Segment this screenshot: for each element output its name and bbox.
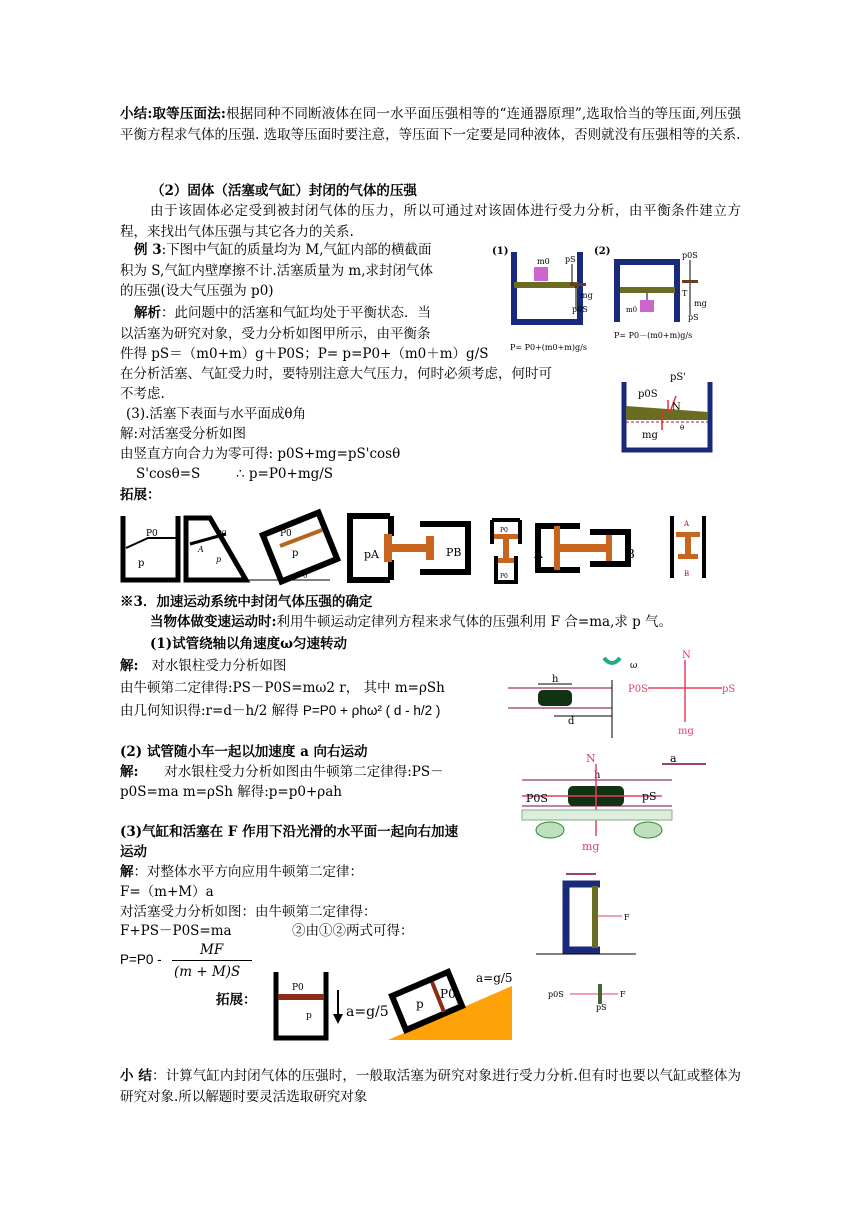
fig-rot-n: N bbox=[682, 650, 691, 661]
section3-heading: ※3．加速运动系统中封闭气体压强的确定 bbox=[120, 594, 373, 610]
case1-line3-a: 由几何知识得:r=d－h/2 解得 bbox=[120, 703, 303, 719]
fig-car-h: h bbox=[594, 770, 601, 781]
fig1-t: T bbox=[682, 289, 688, 298]
ext-p0-1: P0 bbox=[146, 529, 158, 539]
analysis-line1 bbox=[134, 303, 431, 323]
fbd-ps: pS bbox=[596, 1003, 607, 1012]
fig1-eq1: P= P0+(m0+m)g/s bbox=[510, 343, 587, 352]
case1-line3-b: P=P0 + ρhω² ( d - h/2 ) bbox=[302, 703, 441, 718]
section3-lead bbox=[150, 612, 672, 632]
fig3-mg: mg bbox=[642, 430, 658, 441]
section3-lead-text: 利用牛顿运动定律列方程来求气体的压强利用 F 合=ma,求 p 气。 bbox=[276, 614, 673, 630]
ext-a-7: A bbox=[684, 520, 690, 528]
piston-2 bbox=[620, 287, 675, 293]
car-body bbox=[522, 810, 672, 820]
ext2-p-2: p bbox=[416, 997, 424, 1011]
case3-eq-left: P=P0 - bbox=[120, 952, 162, 967]
case1-line1 bbox=[120, 656, 286, 676]
section2-heading: （2）固体（活塞或气缸）封闭的气体的压强 bbox=[151, 183, 417, 199]
fig1-tag2: (2) bbox=[594, 246, 611, 257]
ext2-piston-1 bbox=[278, 994, 324, 1000]
fig1-mg-2: mg bbox=[694, 299, 707, 308]
case3-solution3b: ∴ p=P0+mg/S bbox=[236, 466, 334, 482]
force-piston bbox=[592, 886, 598, 948]
case2-line2: p0S=ma m=ρSh 解得:p=p0+ρah bbox=[120, 784, 342, 800]
ext-piston-6a bbox=[554, 526, 560, 570]
ext-p0-5a: P0 bbox=[500, 527, 508, 534]
case3-eq-bar bbox=[172, 960, 252, 961]
ext-zero-3: 0 bbox=[303, 572, 308, 580]
analysis-line3: 件得 pS＝（m0+m）g＋P0S；P= p=P0+（m0＋m）g/S bbox=[120, 346, 489, 362]
case3-line3: 对活塞受力分析如图：由牛顿第二定律得： bbox=[120, 904, 377, 920]
rotation-arrow-icon bbox=[604, 658, 620, 663]
accelerating-car-figure bbox=[522, 750, 722, 854]
case3-label: 解 bbox=[120, 864, 134, 880]
case1-line1-text: 对水银柱受力分析如图 bbox=[151, 658, 287, 674]
case1-line2: 由牛顿第二定律得:PS－P0S=mω2 r， 其中 m=ρSh bbox=[120, 680, 445, 696]
ext-piston-4a bbox=[384, 534, 392, 562]
ext-cyl-1 bbox=[123, 516, 178, 580]
ext-p0-5b: P0 bbox=[500, 573, 508, 580]
case2-label: 解: bbox=[120, 764, 139, 780]
force-cylinder-figure bbox=[536, 870, 636, 960]
summary-label-1: 小结:取等压面法: bbox=[120, 106, 226, 122]
ext-piston-7b bbox=[678, 554, 698, 559]
example3-figure-1-2 bbox=[492, 240, 722, 350]
fbd-p0s: p0S bbox=[548, 990, 564, 999]
rotating-tube-figure bbox=[508, 650, 748, 740]
fig1-m0: m0 bbox=[537, 257, 550, 266]
case3-solution3: S'cosθ=S bbox=[136, 466, 201, 482]
example3-line1 bbox=[134, 240, 432, 260]
mercury-column bbox=[538, 690, 572, 706]
fig-rot-omega: ω bbox=[630, 661, 638, 671]
case3-line4b: ②由①②两式可得： bbox=[292, 923, 414, 939]
ext-cyl-3 bbox=[263, 513, 337, 582]
ext-b-7: B bbox=[684, 570, 690, 578]
ext2-p-1: p bbox=[306, 1011, 312, 1021]
example3-line2: 积为 S,气缸内壁摩擦不计.活塞质量为 m,求封闭气体 bbox=[120, 263, 434, 279]
ext-p0-3: P0 bbox=[280, 529, 292, 539]
case3-title: (3).活塞下表面与水平面成θ角 bbox=[126, 406, 307, 422]
fig3-ps-prime: pS' bbox=[670, 372, 687, 383]
mass-block-1 bbox=[534, 267, 548, 281]
case3-line1-text: ：对整体水平方向应用牛顿第二定律： bbox=[133, 864, 363, 880]
ext2-a2: a=g/5 bbox=[476, 971, 513, 985]
ext-cyl-4a-lip-top bbox=[388, 516, 394, 536]
force-piston-fbd bbox=[548, 984, 648, 1014]
mass-block-2 bbox=[640, 300, 654, 312]
extension-diagrams-row bbox=[120, 512, 720, 584]
case3-eq-num: MF bbox=[200, 942, 224, 958]
extension-label-1: 拓展： bbox=[120, 487, 161, 503]
ext2-p0-2: P0 bbox=[440, 987, 456, 1001]
case3-title-b: 运动 bbox=[120, 844, 147, 860]
case2-title: (2) 试管随小车一起以加速度 a 向右运动 bbox=[120, 744, 368, 760]
fig1-p0s: p0S bbox=[572, 305, 588, 314]
analysis-line1-text: ：此问题中的活塞和气缸均处于平衡状态．当 bbox=[161, 305, 431, 321]
fig1-ps-2: pS bbox=[688, 313, 699, 322]
piston-side-2 bbox=[682, 280, 698, 283]
fig-car-a: a bbox=[670, 752, 677, 765]
case3-line4a: F+PS－P0S=ma bbox=[120, 923, 232, 939]
case3-extension-label: 拓展 bbox=[216, 992, 243, 1008]
analysis-line5: 不考虑. bbox=[120, 386, 165, 402]
fig3-p0s: p0S bbox=[638, 389, 658, 400]
fig1-p0s-2: p0S bbox=[682, 251, 698, 260]
ext-b-6: B bbox=[626, 547, 635, 561]
case2-line1-text: 对水银柱受力分析如图由牛顿第二定律得:PS－ bbox=[164, 764, 444, 780]
car-wheel-left bbox=[536, 822, 564, 838]
case3-line2: F=（m+M）a bbox=[120, 884, 214, 900]
piston-side-1 bbox=[570, 283, 586, 286]
ext-a-2: A bbox=[198, 545, 204, 554]
ext2-a1: a=g/5 bbox=[346, 1004, 389, 1020]
summary-paragraph-2 bbox=[120, 1066, 741, 1108]
ext-rod-5 bbox=[503, 538, 509, 560]
case3-extension: 拓展： bbox=[216, 992, 257, 1008]
case3-line1 bbox=[120, 862, 363, 882]
example3-line1-text: :下图中气缸的质量均为 M,气缸内部的横截面 bbox=[161, 242, 432, 258]
ext-piston-5b bbox=[498, 558, 514, 563]
ext-cyl-2 bbox=[186, 518, 246, 580]
ext-a-6: A bbox=[534, 547, 543, 561]
case3-eq-den: (m + M)S bbox=[174, 964, 241, 980]
fig-rot-h: h bbox=[552, 674, 559, 685]
section2-intro bbox=[120, 201, 741, 243]
case3-solution1: 解:对活塞受分析如图 bbox=[120, 426, 247, 442]
fig-rot-mg: mg bbox=[678, 726, 694, 737]
summary-text-2: ：计算气缸内封闭气体的压强时，一般取活塞为研究对象进行受力分析.但有时也要以气缸或整体为研究对象.所以解题时要灵活选取研究对象 bbox=[120, 1068, 741, 1105]
case3-solution2: 由竖直方向合力为零可得: p0S+mg=pS'cosθ bbox=[120, 446, 401, 462]
ext2-cylinder-1 bbox=[276, 972, 326, 1038]
section3-lead-bold: 当物体做变速运动时: bbox=[150, 614, 277, 630]
analysis-label: 解析 bbox=[134, 305, 161, 321]
ext2-arrowhead-icon bbox=[333, 1014, 343, 1024]
fig3-theta: θ bbox=[680, 424, 685, 432]
ext-rod-4 bbox=[392, 544, 428, 552]
ext-piston-6b bbox=[606, 534, 612, 562]
summary-label-2: 小 结 bbox=[120, 1068, 152, 1084]
section2-intro-text: 由于该固体必定受到被封闭气体的压力，所以可通过对该固体进行受力分析，由平衡条件建立方程，来找出气体压强与其它各力的关系. bbox=[120, 203, 741, 240]
fig1-eq2: P= P0－(m0+m)g/s bbox=[614, 331, 693, 340]
fig1-mg: mg bbox=[580, 291, 593, 300]
ext-pb: PB bbox=[446, 546, 462, 559]
fig1-tag1: (1) bbox=[492, 246, 509, 257]
fig-car-mg: mg bbox=[582, 840, 600, 853]
fig1-m0-2: m0 bbox=[626, 306, 638, 314]
ext2-p0-1: P0 bbox=[292, 983, 304, 993]
piston-1 bbox=[514, 282, 578, 288]
fbd-f: F bbox=[620, 990, 626, 999]
ext-cyl-4a-lip-bottom bbox=[388, 560, 394, 580]
summary-paragraph-1 bbox=[120, 104, 741, 146]
fig-f-label: F bbox=[624, 913, 630, 922]
analysis-line4: 在分析活塞、气缸受力时，要特别注意大气压力，何时必须考虑，何时可 bbox=[120, 366, 552, 382]
ext-p-3: p bbox=[292, 548, 299, 559]
ext-rod-6 bbox=[560, 544, 606, 552]
ext-p-2: p bbox=[216, 555, 222, 564]
fbd-piston bbox=[598, 984, 602, 1004]
case3-title-a: (3)气缸和活塞在 F 作用下沿光滑的水平面一起向右加速 bbox=[120, 824, 459, 840]
ext-liquid-1 bbox=[126, 538, 176, 548]
fig3-n: N bbox=[672, 402, 681, 413]
fig1-ps-top: pS bbox=[565, 255, 576, 264]
fig-rot-ps: pS bbox=[722, 684, 736, 695]
example3-line3: 的压强(设大气压强为 p0) bbox=[120, 283, 274, 299]
fig-rot-p0s: P0S bbox=[628, 684, 648, 695]
car-wheel-right bbox=[634, 822, 662, 838]
ext-p0-2: P0 bbox=[216, 529, 227, 538]
fig-car-ps: pS bbox=[642, 790, 657, 803]
ext-p-1: p bbox=[138, 558, 145, 569]
angled-piston bbox=[626, 406, 708, 420]
fig-car-p0s: P0S bbox=[526, 792, 548, 805]
case1-label: 解: bbox=[120, 658, 139, 674]
ext-piston-4b bbox=[426, 536, 434, 560]
case2-line1 bbox=[120, 762, 444, 782]
ext-pa: pA bbox=[364, 548, 379, 561]
example3-figure-3 bbox=[618, 368, 718, 458]
ext-rod-7 bbox=[685, 536, 691, 554]
case1-title: (1)试管绕轴以角速度ω匀速转动 bbox=[150, 636, 348, 652]
fig-rot-d: d bbox=[568, 716, 575, 727]
fig-car-n: N bbox=[586, 752, 596, 765]
case1-line3 bbox=[120, 701, 440, 721]
summary-text-1: 根据同种不同断液体在同一水平面压强相等的“连通器原理”,选取恰当的等压面,列压强平衡方程求气体的压强. 选取等压面时要注意，等压面下一定要是同种液体，否则就没有压强相等的关系. bbox=[120, 106, 741, 143]
analysis-line2: 以活塞为研究对象，受力分析如图甲所示，由平衡条 bbox=[120, 326, 431, 342]
extension-2-figures bbox=[272, 966, 532, 1046]
example3-label: 例 3 bbox=[134, 242, 162, 258]
